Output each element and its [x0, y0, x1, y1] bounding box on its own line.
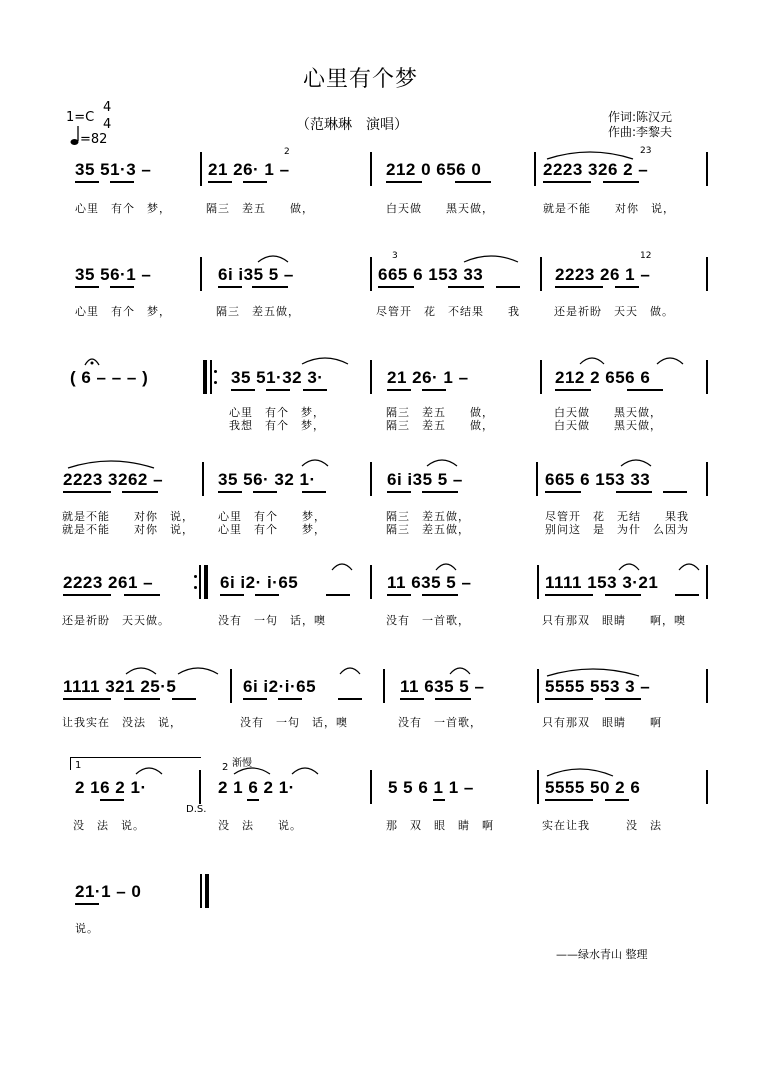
- barline: [540, 360, 542, 394]
- underline: [338, 698, 362, 700]
- barline: [383, 669, 385, 703]
- volta-number: 2: [222, 762, 229, 773]
- underline: [218, 491, 242, 493]
- repeat-end-barline: [204, 565, 208, 599]
- lyrics-line: 隔三 差五做，: [386, 523, 470, 536]
- singer-credit: （范琳琳 演唱）: [296, 117, 408, 133]
- measure-notes: 6i i2·i·65: [243, 677, 317, 696]
- tie-arc: [617, 560, 641, 572]
- barline: [200, 152, 202, 186]
- underline: [605, 594, 641, 596]
- lyricist-credit: 作词:陈汉元: [608, 110, 673, 124]
- underline: [448, 286, 484, 288]
- volta-number: 1: [75, 760, 82, 771]
- barline: [370, 257, 372, 291]
- grace-note: 23: [640, 146, 652, 156]
- underline: [75, 903, 99, 905]
- lyrics-line: 隔三 差五做，: [216, 305, 300, 318]
- barline: [536, 462, 538, 496]
- arranger-credit: ——绿水青山 整理: [556, 948, 648, 961]
- tie-arc: [232, 764, 272, 776]
- lyrics-line: 实在让我 没 法: [542, 819, 662, 832]
- underline: [247, 799, 259, 801]
- dal-segno-marking: D.S.: [186, 804, 207, 815]
- underline: [435, 698, 471, 700]
- barline: [370, 360, 372, 394]
- tie-arc: [330, 560, 354, 572]
- tie-arc: [448, 664, 472, 676]
- lyrics-line: 白天做 黑天做，: [386, 202, 494, 215]
- lyrics-line: 还是祈盼 天天做。: [62, 614, 170, 627]
- tie-arc: [578, 354, 606, 366]
- barline: [537, 669, 539, 703]
- lyrics-line: 尽管开 花 不结果 我: [376, 305, 520, 318]
- underline: [100, 799, 124, 801]
- underline: [255, 594, 279, 596]
- tie-arc: [134, 764, 164, 776]
- song-title: 心里有个梦: [303, 67, 419, 92]
- measure-notes: 6i i35 5 –: [218, 265, 294, 284]
- tie-arc: [338, 664, 362, 676]
- repeat-start-barline-thin: [210, 360, 212, 394]
- tie-arc: [677, 560, 701, 572]
- tempo-marking: =82: [80, 132, 108, 147]
- repeat-end-barline-thin: [199, 565, 201, 599]
- lyrics-line: 心里 有个 梦，: [75, 202, 171, 215]
- underline: [63, 491, 111, 493]
- barline: [706, 257, 708, 291]
- lyrics-line: 只有那双 眼睛 啊，噢: [542, 614, 686, 627]
- lyrics-line: 没有 一句 话，噢: [218, 614, 326, 627]
- lyrics-line: 只有那双 眼睛 啊: [542, 716, 662, 729]
- lyrics-line: 让我实在 没法 说，: [62, 716, 182, 729]
- fermata-icon: [84, 356, 100, 366]
- measure-notes: 665 6 153 33: [545, 470, 651, 489]
- barline: [534, 152, 536, 186]
- underline: [555, 389, 591, 391]
- measure-notes: 6i i2· i·65: [220, 573, 299, 592]
- underline: [172, 698, 196, 700]
- underline: [243, 181, 267, 183]
- lyrics-line: 心里 有个 梦，: [218, 510, 326, 523]
- tie-arc: [545, 147, 635, 161]
- lyrics-line: 别问这 是 为什 么因为: [545, 523, 689, 536]
- lyrics-line: 白天做 黑天做，: [554, 419, 662, 432]
- tie-arc: [545, 764, 615, 778]
- underline: [455, 181, 491, 183]
- underline: [386, 181, 422, 183]
- lyrics-line: 就是不能 对你 说，: [62, 510, 194, 523]
- tie-arc: [290, 764, 320, 776]
- barline: [706, 770, 708, 804]
- underline: [422, 491, 458, 493]
- underline: [627, 389, 663, 391]
- underline: [218, 286, 242, 288]
- lyrics-line: 隔三 差五 做，: [386, 406, 494, 419]
- measure-notes: 2223 326 2 –: [543, 160, 649, 179]
- underline: [422, 594, 458, 596]
- underline: [124, 594, 160, 596]
- underline: [545, 594, 593, 596]
- repeat-dot: [214, 370, 217, 373]
- grace-note: 3: [392, 251, 398, 261]
- repeat-dot: [214, 381, 217, 384]
- underline: [253, 491, 277, 493]
- measure-notes: 21 26· 1 –: [208, 160, 290, 179]
- underline: [278, 698, 302, 700]
- barline: [230, 669, 232, 703]
- measure-notes: 2223 261 –: [63, 573, 154, 592]
- tie-arc: [300, 354, 350, 366]
- measure-notes: 5555 50 2 6: [545, 778, 641, 797]
- tie-arc: [66, 456, 156, 470]
- barline: [706, 152, 708, 186]
- lyrics-line: 隔三 差五做，: [386, 510, 470, 523]
- repeat-dot: [194, 575, 197, 578]
- final-barline-thin: [200, 874, 202, 908]
- measure-notes: 2 16 2 1·: [75, 778, 147, 797]
- barline: [706, 360, 708, 394]
- underline: [75, 286, 99, 288]
- barline: [370, 152, 372, 186]
- lyrics-line: 隔三 差五 做，: [386, 419, 494, 432]
- barline: [706, 669, 708, 703]
- lyrics-line: 心里 有个 梦，: [75, 305, 171, 318]
- underline: [663, 491, 687, 493]
- measure-notes: 35 51·3 –: [75, 160, 152, 179]
- underline: [387, 594, 411, 596]
- repeat-dot: [194, 586, 197, 589]
- composer-credit: 作曲:李黎夫: [608, 125, 673, 139]
- underline: [75, 181, 99, 183]
- final-barline-thick: [205, 874, 209, 908]
- tie-arc: [619, 456, 653, 468]
- underline: [545, 698, 593, 700]
- tie-arc: [462, 252, 520, 264]
- lyrics-line: 白天做 黑天做，: [554, 406, 662, 419]
- lyrics-line: 尽管开 花 无结 果我: [545, 510, 689, 523]
- lyrics-line: 说。: [75, 922, 99, 935]
- measure-notes: 212 2 656 6: [555, 368, 651, 387]
- lyrics-line: 没有 一句 话，噢: [240, 716, 348, 729]
- underline: [605, 799, 629, 801]
- lyrics-line: 就是不能 对你 说，: [543, 202, 675, 215]
- underline: [220, 594, 244, 596]
- underline: [326, 594, 350, 596]
- tie-arc: [256, 252, 290, 264]
- lyrics-line: 那 双 眼 睛 啊: [386, 819, 494, 832]
- underline: [422, 389, 446, 391]
- underline: [63, 594, 111, 596]
- measure-notes: 6i i35 5 –: [387, 470, 463, 489]
- underline: [124, 698, 160, 700]
- underline: [303, 389, 327, 391]
- repeat-barline: [199, 770, 201, 804]
- underline: [387, 389, 411, 391]
- key-signature: 1=C: [66, 110, 95, 125]
- measure-notes: 35 51·32 3·: [231, 368, 324, 387]
- underline: [122, 491, 158, 493]
- measure-notes: 1111 321 25·5: [63, 677, 177, 696]
- underline: [302, 491, 326, 493]
- barline: [706, 565, 708, 599]
- time-signature-top: 4: [103, 100, 112, 115]
- underline: [545, 491, 581, 493]
- underline: [543, 181, 591, 183]
- lyrics-line: 没有 一首歌，: [398, 716, 482, 729]
- underline: [400, 698, 424, 700]
- tie-arc: [655, 354, 685, 366]
- underline: [243, 698, 267, 700]
- underline: [675, 594, 699, 596]
- grace-note: 2: [284, 147, 290, 157]
- underline: [496, 286, 520, 288]
- barline: [370, 462, 372, 496]
- measure-notes: 21 26· 1 –: [387, 368, 469, 387]
- barline: [540, 257, 542, 291]
- underline: [545, 799, 593, 801]
- measure-notes: 665 6 153 33: [378, 265, 484, 284]
- lyrics-line: 心里 有个 梦，: [229, 406, 325, 419]
- barline: [370, 770, 372, 804]
- measure-notes: 5 5 6 1 1 –: [388, 778, 474, 797]
- lyrics-line: 心里 有个 梦，: [218, 523, 326, 536]
- tempo-direction: 渐慢: [232, 758, 252, 769]
- lyrics-line: 没有 一首歌，: [386, 614, 470, 627]
- measure-notes: 21·1 – 0: [75, 882, 142, 901]
- tie-arc: [124, 664, 158, 676]
- lyrics-line: 我想 有个 梦，: [229, 419, 325, 432]
- underline: [208, 181, 232, 183]
- measure-notes: 35 56· 32 1·: [218, 470, 316, 489]
- underline: [605, 698, 641, 700]
- measure-notes: 2223 26 1 –: [555, 265, 651, 284]
- measure-notes: 2223 3262 –: [63, 470, 164, 489]
- grace-note: 12: [640, 251, 652, 261]
- underline: [603, 181, 639, 183]
- underline: [387, 491, 411, 493]
- barline: [537, 770, 539, 804]
- underline: [252, 286, 288, 288]
- underline: [110, 181, 134, 183]
- repeat-start-barline: [203, 360, 207, 394]
- lyrics-line: 隔三 差五 做，: [206, 202, 314, 215]
- underline: [555, 286, 603, 288]
- tie-arc: [434, 560, 458, 572]
- underline: [231, 389, 255, 391]
- lyrics-line: 没 法 说。: [73, 819, 145, 832]
- lyrics-line: 就是不能 对你 说，: [62, 523, 194, 536]
- underline: [615, 286, 639, 288]
- barline: [202, 462, 204, 496]
- measure-notes: 212 0 656 0: [386, 160, 482, 179]
- lyrics-line: 没 法 说。: [218, 819, 302, 832]
- tie-arc: [300, 456, 330, 468]
- measure-notes: 35 56·1 –: [75, 265, 152, 284]
- measure-notes: 5555 553 3 –: [545, 677, 651, 696]
- barline: [537, 565, 539, 599]
- measure-notes: 11 635 5 –: [387, 573, 472, 592]
- measure-notes: 1111 153 3·21: [545, 573, 659, 592]
- lyrics-line: 还是祈盼 天天 做。: [554, 305, 674, 318]
- underline: [266, 389, 290, 391]
- underline: [433, 799, 445, 801]
- tie-arc: [176, 664, 220, 676]
- measure-notes: ( 6 – – – ): [70, 368, 149, 387]
- measure-notes: 11 635 5 –: [400, 677, 485, 696]
- time-signature-bottom: 4: [103, 117, 112, 132]
- underline: [616, 491, 652, 493]
- barline: [200, 257, 202, 291]
- barline: [370, 565, 372, 599]
- measure-notes: 2 1 6 2 1·: [218, 778, 295, 797]
- underline: [110, 286, 134, 288]
- barline: [706, 462, 708, 496]
- tie-arc: [425, 456, 459, 468]
- underline: [378, 286, 414, 288]
- tie-arc: [545, 664, 641, 678]
- underline: [63, 698, 111, 700]
